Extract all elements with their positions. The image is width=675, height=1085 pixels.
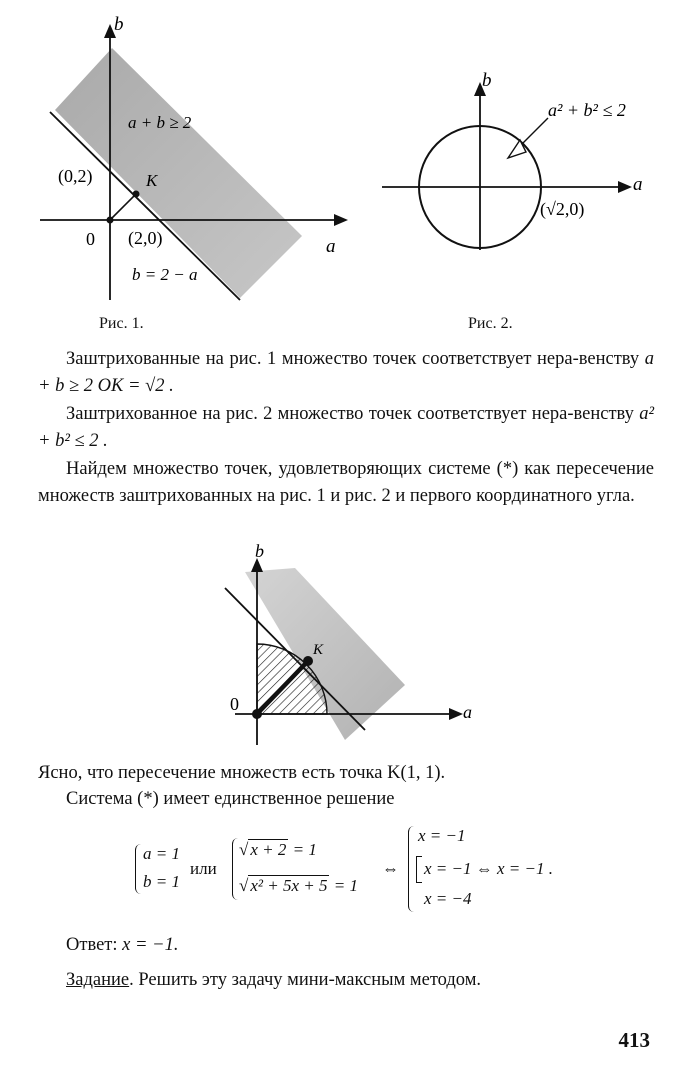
sys1-line2: b = 1 [143,872,180,891]
task-label: Задание [66,970,130,990]
x-arrow [334,214,348,226]
sys2-line2: √ x² + 5x + 5 = 1 [239,876,358,895]
segment-ok [110,194,136,220]
figure-3 [215,540,485,750]
fig1-caption: Рис. 1. [99,315,144,332]
paragraph-1 [38,346,654,400]
paragraph-4 [38,760,654,787]
answer-value: x = −1. [117,935,179,955]
sys3-line3: x = −4 [424,889,472,908]
sys3-line1: x = −1 [418,826,466,845]
fig2-b-label: b [482,70,492,91]
paragraph-4-text: Ясно, что пересечение множеств есть точка K(1, 1). [38,763,446,783]
point-k [133,191,140,198]
brace-3 [408,826,415,912]
fig3-b-label: b [255,541,264,561]
paragraph-2-math: a² + b² ≤ 2 . [38,404,654,451]
fig2-a-label: a [633,174,643,195]
origin-point [252,709,262,719]
sys2-rest-2: = 1 [329,876,358,895]
answer-line [38,932,654,959]
origin-point [107,217,114,224]
sys2-radicand-2: x² + 5x + 5 [250,876,328,895]
fig1-origin: 0 [86,229,95,249]
figure-2 [370,60,670,260]
task-line [38,967,654,994]
paragraph-3 [38,456,654,510]
paragraph-2-text: Заштрихованное на рис. 2 множество точек соответствует нера-венству [66,404,640,424]
paragraph-5-text: Система (*) имеет единственное решение [66,789,395,809]
fig2-caption: Рис. 2. [468,315,513,332]
x-arrow [449,708,463,720]
bracket-3 [416,856,422,883]
task-text: . Решить эту задачу мини-максным методом. [129,970,482,990]
equiv-symbol: ⇔ [382,859,399,878]
paragraph-3-text: Найдем множество точек, удовлетворяющих системе (*) как пересечение множеств заштрихованных на рис. 1 и рис. 2 и первого координатного угла. [38,459,654,506]
fig2-inequality: a² + b² ≤ 2 [548,100,626,120]
or-word: или [190,859,217,878]
fig3-origin: 0 [230,694,239,714]
point-k [303,656,313,666]
figure-1 [0,0,360,320]
paragraph-5 [38,786,654,813]
fig2-point: (√2,0) [540,199,585,219]
fig3-a-label: a [463,702,472,722]
paragraph-2 [38,401,654,455]
page-number: 413 [618,1028,650,1052]
paragraph-1-text: Заштрихованные на рис. 1 множество точек соответствует нера-венству [66,349,645,369]
sys2-rest-1: = 1 [288,840,317,859]
x-arrow [618,181,632,193]
sys2-radicand-1: x + 2 [250,840,287,859]
paragraph-1-math: a + b ≥ 2 OK = √2 . [38,349,654,396]
brace-1 [135,844,142,894]
fig1-b-label: b [114,14,124,35]
fig1-point-20: (2,0) [128,228,163,248]
fig1-a-label: a [326,236,336,257]
fig1-inequality: a + b ≥ 2 [128,113,192,132]
brace-2 [232,838,239,900]
sys1-line1: a = 1 [143,844,180,863]
fig1-line-label: b = 2 − a [132,265,198,284]
fig3-point-k: K [313,642,324,658]
fig1-point-k: K [146,171,158,190]
sys3-line2: x = −1 ⇔ x = −1 . [424,859,553,878]
fig1-point-02: (0,2) [58,166,93,186]
sys2-line1: √ x + 2 = 1 [239,840,317,859]
answer-label: Ответ: [66,935,118,955]
